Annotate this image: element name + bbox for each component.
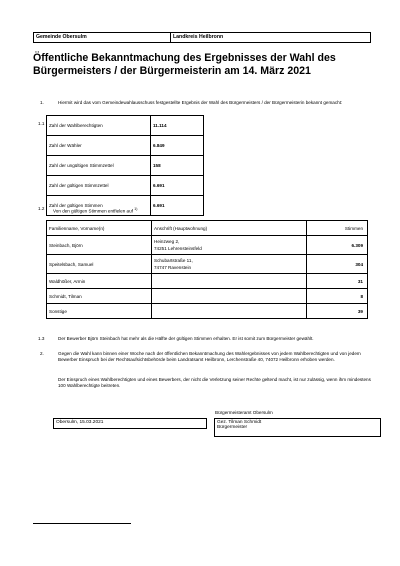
signer-role: Bürgermeister (217, 425, 248, 430)
place-date-box (53, 418, 207, 429)
signer-name: Gez. Tilman Schmidt (217, 420, 262, 425)
table-row (47, 176, 204, 196)
table-row (47, 255, 368, 274)
candidate-name: Waldhößer, Armin (47, 274, 152, 289)
candidate-votes-table (46, 220, 368, 319)
candidate-name: Sonstige (47, 304, 152, 319)
section-1-1-number: 1.1 (38, 121, 45, 126)
section-1-2-number: 1.2 (38, 206, 45, 211)
table-row (47, 304, 368, 319)
footnote-separator (33, 523, 131, 524)
summary-label: Zahl der Wahlberechtigten (47, 116, 151, 136)
summary-value: 11.114 (151, 116, 204, 136)
section-1-text: Hiermit wird das vom Gemeindewahlausschuss festgestellte Ergebnis der Wahl des Bürgermeisters / der Bürgermeisterin bekannt gemacht: (58, 100, 343, 105)
candidate-votes: 39 (307, 304, 368, 319)
summary-value: 158 (151, 156, 204, 176)
candidate-votes: 6.309 (307, 236, 368, 255)
table-row (47, 156, 204, 176)
summary-value: 6.691 (151, 196, 204, 216)
result-summary-table (46, 115, 204, 216)
candidate-name: Steinbach, Björn (47, 236, 152, 255)
column-header-name: Familienname, Vorname(n) (47, 221, 152, 236)
candidate-votes: 304 (307, 255, 368, 274)
address-line-1: Schubartstraße 11, (154, 258, 193, 263)
address-line-2: 74747 Ravenstein (154, 265, 192, 270)
district-name: Landkreis Heilbronn (173, 34, 224, 40)
section-1-2-intro-text: Von den gültigen Stimmen entfielen auf (53, 208, 133, 214)
section-2-text: Gegen die Wahl kann binnen einer Woche nach der öffentlichen Bekanntmachung des Wahlergebnisses von jedem Wahlberechtigten und von jedem Bewerber Einspruch bei der Rechtsaufsichtsbehörde beim Landratsamt Heilbronn, Lerchenstraße 40, 74072 Heilbronn erhoben werden. (58, 351, 361, 362)
candidate-votes: 31 (307, 274, 368, 289)
address-line-1: Heinzweg 2, (154, 239, 180, 244)
summary-label: Zahl der Wähler (47, 136, 151, 156)
candidate-name: Schmidt, Tilman (47, 289, 152, 304)
column-header-address: Anschrift (Hauptwohnung) (152, 221, 307, 236)
signer-box (214, 418, 381, 437)
footnote-mark: 1) (134, 207, 138, 211)
header-box (33, 32, 371, 43)
community-name: Gemeinde Obersulm (34, 33, 171, 42)
place-date: Obersulm, 15.03.2021 (56, 420, 104, 425)
summary-value: 6.849 (151, 136, 204, 156)
table-row (47, 274, 368, 289)
candidate-name: Speitelsbach, Samuel (47, 255, 152, 274)
summary-value: 6.691 (151, 176, 204, 196)
section-2-text-2: Der Einspruch eines Wahlberechtigten und eines Bewerbers, der nicht die Verletzung seiner Rechte geltend macht, ist nur zulässig, wenn ihm mindestens 100 Wahlberechtigte beitreten. (58, 377, 371, 388)
section-1-2-intro (53, 206, 253, 215)
section-2-number: 2. (40, 351, 44, 356)
address-line-2: 74251 Lehrensteinsfeld (154, 246, 202, 251)
page-title: Öffentliche Bekanntmachung des Ergebnisses der Wahl des Bürgermeisters / der Bürgermeisterin am 14. März 2021 (33, 52, 336, 77)
summary-label: Zahl der gültigen Stimmzettel (47, 176, 151, 196)
table-row (47, 136, 204, 156)
office-label: Bürgermeisteramt Obersulm (215, 410, 273, 415)
candidate-address (152, 236, 307, 255)
table-row (47, 116, 204, 136)
table-row (47, 236, 368, 255)
table-header-row (47, 221, 368, 236)
candidate-address (152, 255, 307, 274)
table-row (47, 289, 368, 304)
section-1-number: 1. (40, 100, 44, 105)
section-1-3-text: Der Bewerber Björn Steinbach hat mehr als die Hälfte der gültigen Stimmen erhalten. Er ist somit zum Bürgermeister gewählt. (58, 336, 314, 341)
candidate-address (152, 274, 307, 289)
candidate-address (152, 304, 307, 319)
column-header-votes: Stimmen (307, 221, 368, 236)
section-1-3-number: 1.3 (38, 336, 45, 341)
candidate-votes: 8 (307, 289, 368, 304)
candidate-address (152, 289, 307, 304)
summary-label: Zahl der ungültigen Stimmzettel (47, 156, 151, 176)
summary-label: Zahl der gültigen Stimmen (47, 196, 151, 216)
